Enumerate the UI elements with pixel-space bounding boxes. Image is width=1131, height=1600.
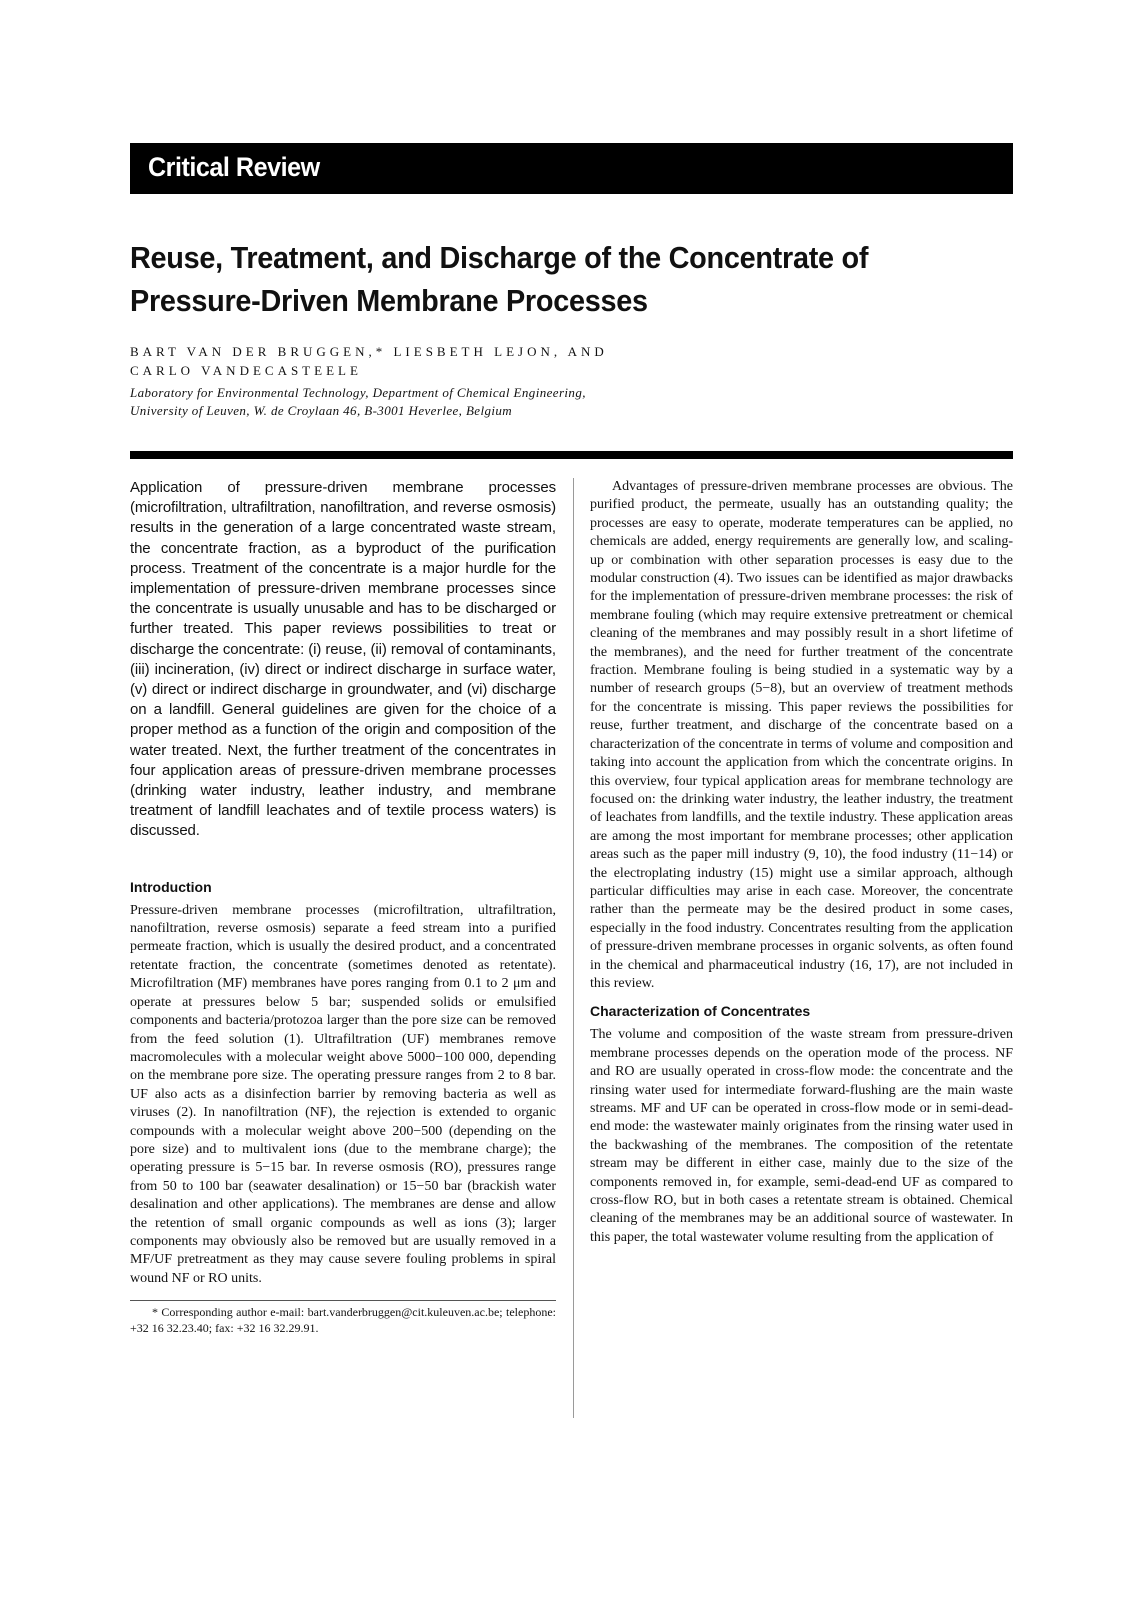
advantages-paragraph: Advantages of pressure-driven membrane processes are obvious. The purified product, the permeate, usually has an outstanding quality; the processes are easy to operate, moderate temperatures can be applied, no chemicals are added, energy requirements are generally low, and scaling-up or combination with other separation processes is easy due to the modular construction (4). Two issues can be identified as major drawbacks for the implementation of pressure-driven membrane processes: the risk of membrane fouling (which may require extensive pretreatment or chemical cleaning of the membranes and may possibly result in a short lifetime of the membranes), and the need for further treatment of the concentrate fraction. Membrane fouling is being studied in a systematic way by a number of research groups (5−8), but an overview of treatment methods for the concentrate is missing. This paper reviews the possibilities for reuse, further treatment, and discharge of the concentrate based on a characterization of the concentrate in terms of volume and composition and taking into account the application from which the concentrate origins. In this overview, four typical application areas for membrane technology are focused on: the drinking water industry, the leather industry, the treatment of leachates from landfills, and the textile industry. These application areas are among the most important for membrane processes; other application areas such as the paper mill industry (9, 10), the food industry (11−14) or the electroplating industry (15) might use a similar approach, although particular difficulties may arise in each case. Moreover, the concentrate rather than the permeate may be the desired product in some cases, especially in the food industry. Concentrates resulting from the application of pressure-driven membrane processes in organic solvents, as often found in the chemical and pharmaceutical industry (16, 17), are not included in this review.	[590, 479, 1013, 991]
author-line-1: BART VAN DER BRUGGEN,* LIESBETH LEJON, AND	[130, 344, 608, 359]
introduction-paragraph: Pressure-driven membrane processes (microfiltration, ultrafiltration, nanofiltration, reverse osmosis) separate a feed stream into a purified permeate fraction, which is usually the desired product, and a concentrated retentate fraction, the concentrate (sometimes denoted as retentate). Microfiltration (MF) membranes have pores ranging from 0.1 to 2 μm and operate at pressures below 5 bar; suspended solids or emulsified components and bacteria/protozoa larger than the pore size can be removed from the feed solution (1). Ultrafiltration (UF) membranes remove macromolecules with a molecular weight above 5000−100 000, depending on the membrane pore size. The operating pressure ranges from 2 to 8 bar. UF also acts as a disinfection barrier by removing bacteria as well as viruses (2). In nanofiltration (NF), the rejection is extended to organic compounds with a molecular weight above 200−500 (depending on the pore size) and to multivalent ions (due to the membrane charge); the operating pressure is 5−15 bar. In reverse osmosis (RO), pressures range from 50 to 100 bar (seawater desalination) or 15−50 bar (brackish water desalination and other applications). The membranes are dense and allow the retention of small organic compounds as well as ions (3); larger components may obviously also be removed but are usually removed in a MF/UF pretreatment as they may cause severe fouling problems in spiral wound NF or RO units.	[130, 902, 556, 1286]
affiliation-line-2: University of Leuven, W. de Croylaan 46, B-3001 Heverlee, Belgium	[130, 403, 513, 418]
right-column	[590, 478, 1013, 1247]
introduction-heading: Introduction	[130, 878, 212, 895]
footnote-divider	[130, 1300, 556, 1301]
header-divider	[130, 451, 1013, 459]
section-banner-label: Critical Review	[148, 152, 320, 182]
column-divider	[573, 478, 574, 1418]
section-banner	[130, 143, 1013, 194]
author-list	[130, 342, 830, 380]
abstract: Application of pressure-driven membrane processes (microfiltration, ultrafiltration, nanofiltration, and reverse osmosis) results in the generation of a large concentrated waste stream, the concentrate fraction, as a byproduct of the purification process. Treatment of the concentrate is a major hurdle for the implementation of pressure-driven membrane processes since the concentrate is usually unusable and has to be discharged or further treated. This paper reviews possibilities to treat or discharge the concentrate: (i) reuse, (ii) removal of contaminants, (iii) incineration, (iv) direct or indirect discharge in surface water, (v) direct or indirect discharge in groundwater, and (vi) discharge on a landfill. General guidelines are given for the choice of a proper method as a function of the origin and composition of the water treated. Next, the further treatment of the concentrates in four application areas of pressure-driven membrane processes (drinking water industry, leather industry, and membrane treatment of landfill leachates and of textile process waters) is discussed.	[130, 479, 556, 840]
affiliation	[130, 384, 830, 420]
author-line-2: CARLO VANDECASTEELE	[130, 363, 362, 378]
article-title-line-1: Reuse, Treatment, and Discharge of the Concentrate of	[130, 240, 869, 275]
article-title-line-2: Pressure-Driven Membrane Processes	[130, 283, 648, 318]
characterization-paragraph: The volume and composition of the waste stream from pressure-driven membrane processes depends on the operation mode of the process. NF and RO are usually operated in cross-flow mode: the concentrate and the rinsing water used for intermediate forward-flushing are the main waste streams. MF and UF can be operated in cross-flow mode or in semi-dead-end mode: the wastewater mainly originates from the rinsing water used in the backwashing of the membranes. The composition of the retentate stream may be different in either case, mainly due to the size of the components removed in, for example, semi-dead-end UF as compared to cross-flow RO, but in both cases a retentate stream is obtained. Chemical cleaning of the membranes may be an additional source of wastewater. In this paper, the total wastewater volume resulting from the application of	[590, 1027, 1013, 1245]
article-title	[130, 236, 1030, 322]
corresponding-author-footnote: * Corresponding author e-mail: bart.vanderbruggen@cit.kuleuven.ac.be; telephone: +32 16 32.23.40; fax: +32 16 32.29.91.	[130, 1305, 556, 1336]
affiliation-line-1: Laboratory for Environmental Technology, Department of Chemical Engineering,	[130, 385, 586, 400]
left-column	[130, 478, 556, 1336]
characterization-heading: Characterization of Concentrates	[590, 1003, 811, 1020]
